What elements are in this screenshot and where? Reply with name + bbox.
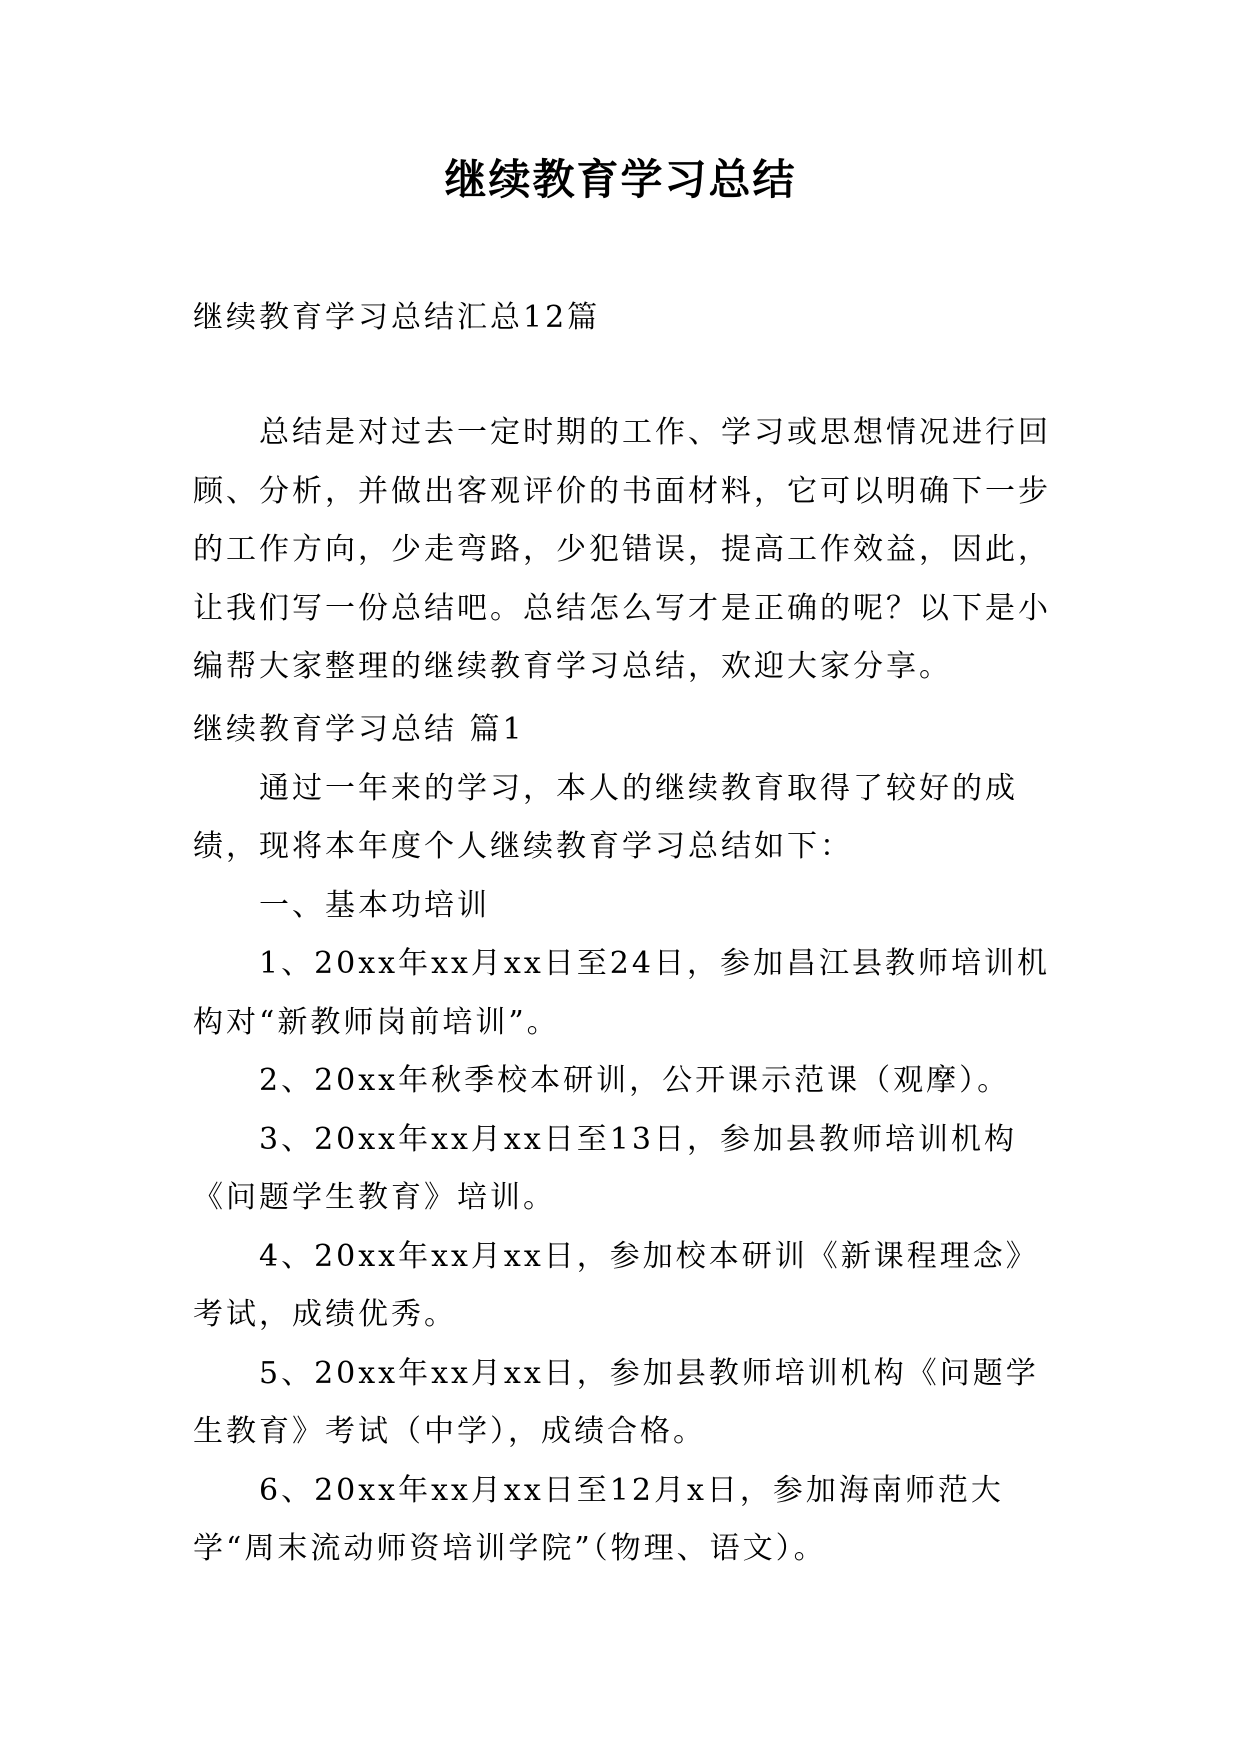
section-heading: 继续教育学习总结 篇1 [193,712,525,747]
list-item: 3、20xx年xx月xx日至13日，参加县教师培训机构《问题学生教育》培训。 [193,1121,1017,1215]
paragraph: 一、基本功培训 [259,887,490,923]
intro-block [193,404,1055,697]
document-subtitle: 继续教育学习总结汇总12篇 [193,300,601,335]
document-title: 继续教育学习总结 [444,155,797,204]
section-1 [193,701,1055,1579]
list-item: 4、20xx年xx月xx日，参加校本研训《新课程理念》考试，成绩优秀。 [193,1238,1039,1332]
list-item: 5、20xx年xx月xx日，参加县教师培训机构《问题学生教育》考试（中学），成绩合格。 [193,1355,1039,1449]
list-item: 1、20xx年xx月xx日至24日，参加昌江县教师培训机构对“新教师岗前培训”。 [193,946,1050,1040]
paragraph: 通过一年来的学习，本人的继续教育取得了较好的成绩，现将本年度个人继续教育学习总结如下： [193,770,1018,864]
intro-paragraph: 总结是对过去一定时期的工作、学习或思想情况进行回顾、分析，并做出客观评价的书面材料，它可以明确下一步的工作方向，少走弯路，少犯错误，提高工作效益，因此，让我们写一份总结吧。总结怎么写才是正确的呢？以下是小编帮大家整理的继续教育学习总结，欢迎大家分享。 [193,415,1051,684]
list-item: 6、20xx年xx月xx日至12月x日，参加海南师范大学“周末流动师资培训学院”（物理、语文）。 [193,1472,1004,1566]
list-item: 2、20xx年秋季校本研训，公开课示范课（观摩）。 [259,1063,1011,1098]
